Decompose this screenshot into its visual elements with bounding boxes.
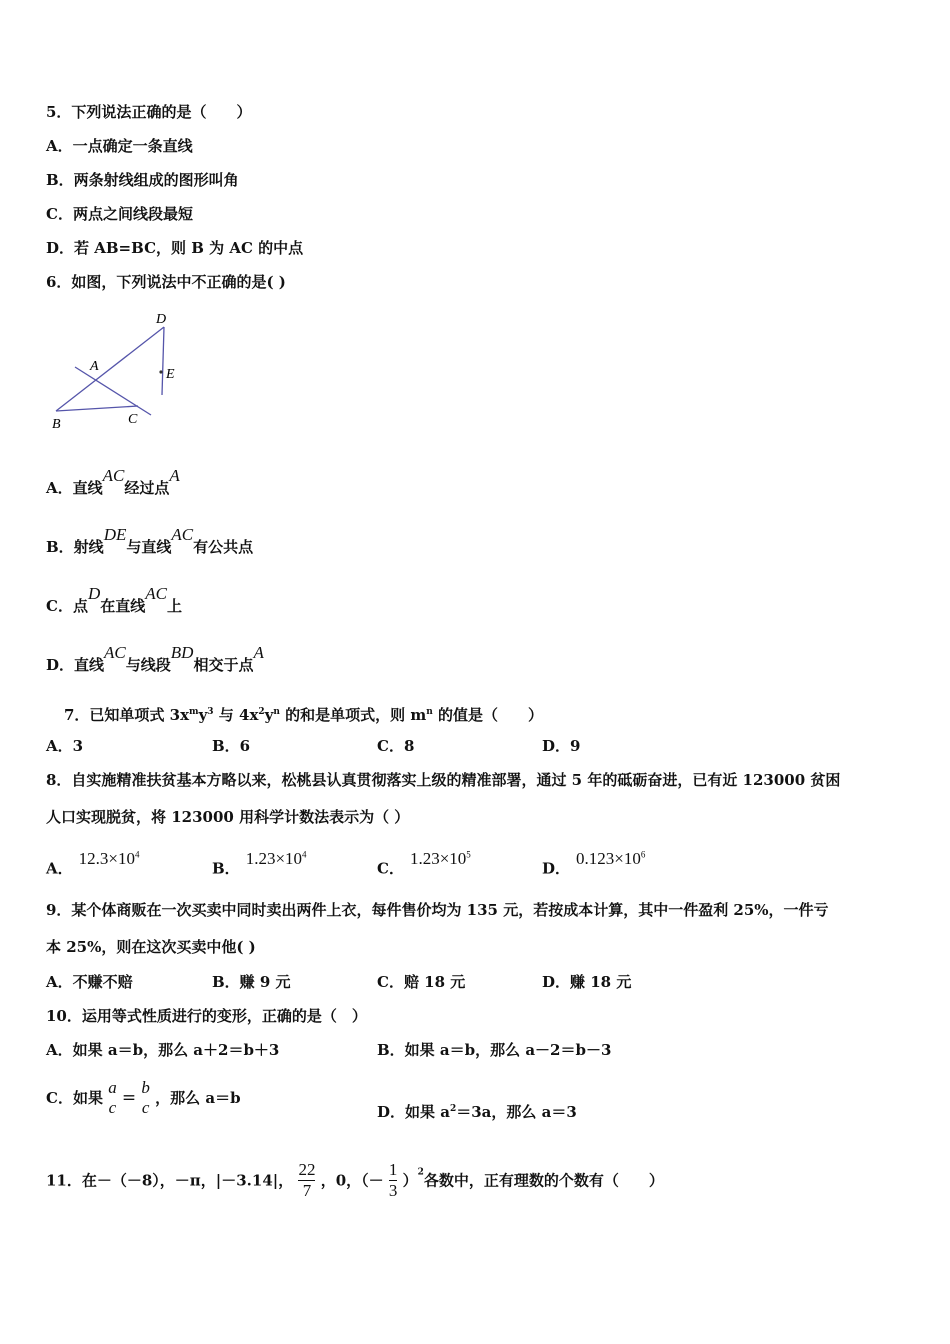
q7-option-c: C．8 xyxy=(377,737,415,755)
label-d: D xyxy=(156,312,167,327)
q10-option-c: C．如果 a c = b c ，那么 a＝b xyxy=(46,1078,241,1117)
q7-option-a: A．3 xyxy=(46,737,84,755)
q10-option-a: A．如果 a＝b，那么 a＋2＝b＋3 xyxy=(46,1041,280,1059)
q6-option-d: D．直线AC与线段BD相交于点A xyxy=(46,643,264,674)
q5-option-a: A．一点确定一条直线 xyxy=(46,137,193,155)
q5-stem: 5．下列说法正确的是（ ） xyxy=(46,103,252,121)
q6-geometry-figure xyxy=(40,305,190,435)
q8-option-b: B．$1.23\times 10^4$ xyxy=(212,848,307,878)
q5-option-c: C．两点之间线段最短 xyxy=(46,205,193,223)
q6-option-b: B．射线DE与直线AC有公共点 xyxy=(46,525,254,556)
q10-stem: 10．运用等式性质进行的变形，正确的是（ ） xyxy=(46,1007,367,1025)
q5-option-d: D．若 AB=BC，则 B 为 AC 的中点 xyxy=(46,239,304,257)
q9-option-a: A．不赚不赔 xyxy=(46,973,133,991)
q8-option-a: A．$12.3\times 10^4$ xyxy=(46,848,140,878)
q7-stem: 7．已知单项式 $3x^my^3$ 与 $4x^2y^n$ 的和是单项式，则 $m^n$ 的值是（ ） xyxy=(64,706,544,724)
q6-stem: 6．如图，下列说法中不正确的是( ) xyxy=(46,273,286,291)
q5-option-b: B．两条射线组成的图形叫角 xyxy=(46,171,239,189)
label-e: E xyxy=(166,367,175,382)
q9-line-2: 本 25%，则在这次买卖中他( ) xyxy=(46,938,256,956)
q9-option-d: D．赚 18 元 xyxy=(542,973,632,991)
q10-option-d: D．如果 $a^2=3a$，那么 a＝3 xyxy=(377,1103,577,1121)
q7-option-b: B．6 xyxy=(212,737,251,755)
label-a: A xyxy=(90,359,99,374)
q10-option-b: B．如果 a＝b，那么 a－2＝b－3 xyxy=(377,1041,612,1059)
q11-stem: 11．在－（－8），－π，|－3.14|， $\frac{22}{7}$ ，0，（－ $\frac{1}{3}$ ）$^2$各数中，正有理数的个数有（ ） xyxy=(46,1160,664,1200)
q9-option-c: C．赔 18 元 xyxy=(377,973,466,991)
q8-line-1: 8．自实施精准扶贫基本方略以来，松桃县认真贯彻落实上级的精准部署，通过 5 年的砥砺奋进，已有近 123000 贫困 xyxy=(46,771,841,789)
label-b: B xyxy=(52,417,61,432)
q8-line-2: 人口实现脱贫，将 123000 用科学计数法表示为（ ） xyxy=(46,808,410,826)
label-c: C xyxy=(128,412,138,427)
q7-option-d: D．9 xyxy=(542,737,581,755)
q6-option-a: A．直线AC经过点A xyxy=(46,466,180,497)
q9-line-1: 9．某个体商贩在一次买卖中同时卖出两件上衣，每件售价均为 135 元，若按成本计算，其中一件盈利 25%，一件亏 xyxy=(46,901,829,919)
q8-option-d: D．$0.123\times 10^6$ xyxy=(542,848,646,878)
q9-option-b: B．赚 9 元 xyxy=(212,973,291,991)
q6-option-c: C．点D在直线AC上 xyxy=(46,584,182,615)
q8-option-c: C．$1.23\times 10^5$ xyxy=(377,848,471,878)
